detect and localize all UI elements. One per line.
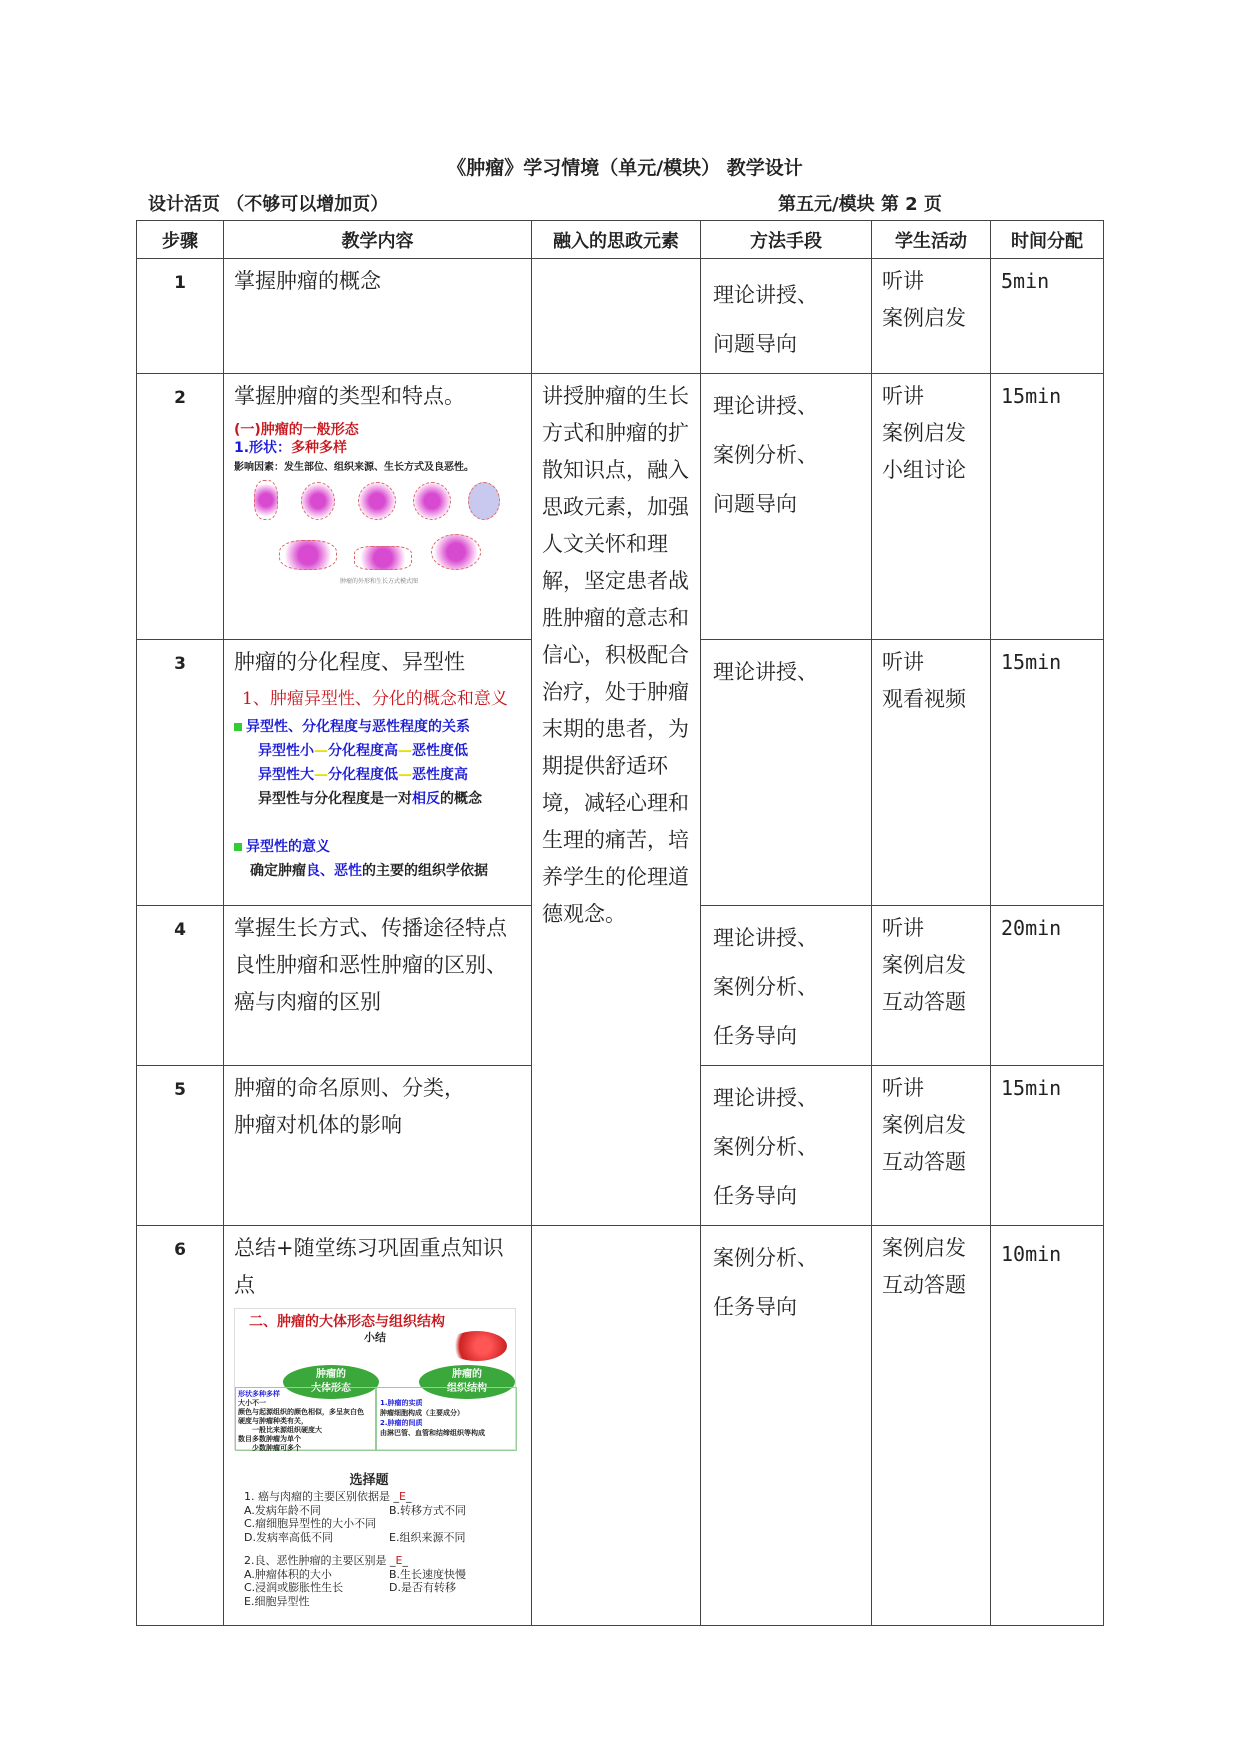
slide-subheading: 小结 (364, 1331, 386, 1345)
slide-text: 数目多数肿瘤为单个 (238, 1435, 301, 1443)
step: 4 (137, 906, 224, 1066)
activity: 听讲 (882, 1076, 924, 1100)
slide-heading: 1.形状： (234, 440, 292, 457)
activities (872, 374, 991, 640)
ideology: 讲授肿瘤的生长方式和肿瘤的扩散知识点，融入思政元素，加强人文关怀和理解，坚定患者战胜肿瘤的意志和信心，积极配合治疗，处于肿瘤末期的患者，为期提供舒适环境，减轻心理和生理的痛苦，培养学生的伦理道德观念。 (532, 374, 701, 1226)
slide-image-summary (234, 1308, 516, 1450)
method: 理论讲授、 (713, 1086, 818, 1110)
slide-text: 的主要的组织学依据 (362, 863, 488, 879)
ideology (532, 1226, 701, 1626)
table-row (137, 259, 1104, 374)
step: 1 (137, 259, 224, 374)
activity: 互动答题 (882, 1273, 966, 1297)
option: D.发病率高低不同 (244, 1530, 333, 1544)
activity: 互动答题 (882, 1150, 966, 1174)
slide-text: 颜色与起源组织的颜色相似，多呈灰白色 (238, 1408, 364, 1416)
slide-image-tumor-shapes (234, 421, 524, 631)
activity: 案例启发 (882, 953, 966, 977)
tumor-shape-diagrams (254, 480, 524, 520)
subtitle-left: 设计活页 （不够可以增加页） (148, 194, 389, 215)
diagram (413, 482, 451, 520)
content-text: 掌握肿瘤的类型和特点。 (234, 384, 465, 408)
slide-text: 影响因素：发生部位、组织来源、生长方式及良恶性。 (234, 462, 474, 474)
page-indicator: 第五元/模块 第 2 页 (778, 194, 942, 215)
content: 掌握肿瘤的概念 (224, 259, 532, 374)
method: 案例分析、 (713, 443, 818, 467)
option: B.生长速度快慢 (389, 1567, 467, 1581)
col-header: 教学内容 (224, 221, 532, 259)
time: 5min (991, 259, 1104, 374)
method: 理论讲授、 (713, 926, 818, 950)
content-text: 肿瘤的分化程度、异型性 (234, 650, 465, 674)
methods (701, 259, 872, 374)
content (224, 374, 532, 640)
step: 3 (137, 640, 224, 906)
slide-image-atypia: 1、肿瘤异型性、分化的概念和意义 异型性、分化程度与恶性程度的关系 异型性小—分化程度高—恶性度低 异型性大—分化程度低—恶性度高 异型性与分化程度是一对相反的概念 异型性的意义 确定肿瘤良、恶性的主要的组织学依据 (234, 683, 521, 883)
method: 任务导向 (713, 1184, 797, 1208)
table-row (137, 374, 1104, 640)
slide-text: 良、恶性 (306, 863, 362, 879)
diagram (279, 540, 337, 570)
activity: 小组讨论 (882, 458, 966, 482)
slide-text: 1.肿瘤的实质 (380, 1399, 423, 1407)
slide-heading: (一)肿瘤的一般形态 (234, 422, 359, 438)
diagram (354, 546, 412, 570)
time: 20min (991, 906, 1104, 1066)
methods (701, 1226, 872, 1626)
oval-label: 肿瘤的 组织结构 (419, 1365, 515, 1399)
slide-text: 的概念 (440, 791, 482, 807)
lesson-plan-table (136, 220, 1104, 1626)
option: A.肿瘤体积的大小 (244, 1567, 332, 1581)
activity: 案例启发 (882, 306, 966, 330)
activities (872, 906, 991, 1066)
slide-text: 肿瘤细胞构成（主要成分） (380, 1409, 464, 1417)
activity: 案例启发 (882, 421, 966, 445)
slide-text: 硬度与肿瘤种类有关， (238, 1417, 308, 1425)
content (224, 640, 532, 906)
option: D.是否有转移 (389, 1581, 456, 1594)
col-header: 学生活动 (872, 221, 991, 259)
method: 问题导向 (713, 492, 797, 516)
slide-bullet: 异型性的意义 (246, 839, 330, 855)
activity: 互动答题 (882, 990, 966, 1014)
document-title: 《肿瘤》学习情境（单元/模块） 教学设计 (447, 157, 803, 179)
method: 案例分析、 (713, 975, 818, 999)
method: 任务导向 (713, 1295, 797, 1319)
oval-label: 肿瘤的 大体形态 (283, 1365, 379, 1399)
method: 案例分析、 (713, 1135, 818, 1159)
question: 1. 癌与肉瘤的主要区别依据是 _ (244, 1490, 399, 1503)
slide-caption: 肿瘤的外形和生长方式模式图 (339, 578, 418, 586)
slide-text: 一般比来源组织硬度大 (252, 1426, 322, 1434)
content (224, 1226, 532, 1626)
option: E.组织来源不同 (389, 1530, 466, 1544)
method: 任务导向 (713, 1024, 797, 1048)
slide-heading: 二、肿瘤的大体形态与组织结构 (249, 1314, 445, 1330)
ideology (532, 259, 701, 374)
slide-text: 由淋巴管、血管和结缔组织等构成 (380, 1429, 485, 1437)
slide-text: 少数肿瘤可多个 (252, 1444, 301, 1452)
step: 6 (137, 1226, 224, 1626)
method: 理论讲授、 (713, 394, 818, 418)
activity: 听讲 (882, 384, 924, 408)
activities (872, 640, 991, 906)
slide-text: 2.肿瘤的间质 (380, 1419, 423, 1427)
activities (872, 1226, 991, 1626)
activity: 听讲 (882, 916, 924, 940)
diagram (431, 534, 481, 570)
col-header: 融入的思政元素 (532, 221, 701, 259)
answer: E (395, 1554, 403, 1567)
quiz-image: 选择题 1. 癌与肉瘤的主要区别依据是 _E_ A.发病年龄不同 B.转移方式不同 C.瘤细胞异型性的大小不同 D.发病率高低不同 E.组织来源不同 2.良、恶性肿瘤的主要区别是 _E_ A.肿瘤体积的大小 B.生长速度快慢 C.浸润或膨胀性生长 D.是否有转移 E.细胞异型性 (244, 1472, 494, 1608)
methods (701, 906, 872, 1066)
slide-text: 恶性度低 (412, 743, 468, 759)
activity: 案例启发 (882, 1113, 966, 1137)
slide-bullet: 异型性、分化程度与恶性程度的关系 (246, 719, 470, 735)
time: 15min (991, 1066, 1104, 1226)
diagram (254, 480, 278, 520)
col-header: 步骤 (137, 221, 224, 259)
slide-text: 大小不一 (238, 1399, 266, 1407)
diagram (468, 482, 500, 520)
method: 问题导向 (713, 332, 797, 356)
content: 掌握生长方式、传播途径特点良性肿瘤和恶性肿瘤的区别、癌与肉瘤的区别 (224, 906, 532, 1066)
method: 理论讲授、 (713, 283, 818, 307)
methods (701, 1066, 872, 1226)
step: 5 (137, 1066, 224, 1226)
methods (701, 640, 872, 906)
option: C.浸润或膨胀性生长 (244, 1581, 344, 1594)
quiz-title: 选择题 (349, 1473, 389, 1488)
option: E.细胞异型性 (244, 1594, 310, 1608)
methods (701, 374, 872, 640)
slide-text: 形状多种多样 (238, 1390, 280, 1398)
answer: E (399, 1490, 406, 1503)
slide-text: 确定肿瘤 (250, 863, 306, 879)
content-text: 总结+随堂练习巩固重点知识点 (234, 1236, 504, 1297)
pomegranate-image (447, 1331, 507, 1361)
option: C.瘤细胞异型性的大小不同 (244, 1517, 377, 1530)
slide-text: 恶性度高 (412, 767, 468, 783)
slide-heading: 多种多样 (291, 440, 348, 457)
activity: 观看视频 (882, 687, 966, 711)
tumor-shape-diagrams (279, 534, 524, 570)
activities (872, 259, 991, 374)
table-row (137, 1226, 1104, 1626)
activities (872, 1066, 991, 1226)
slide-text: 异型性小 (258, 743, 314, 759)
summary-left (235, 1387, 376, 1451)
option: A.发病年龄不同 (244, 1503, 321, 1517)
diagram (358, 482, 396, 520)
activity: 听讲 (882, 650, 924, 674)
col-header: 方法手段 (701, 221, 872, 259)
option: B.转移方式不同 (389, 1503, 467, 1517)
activity: 听讲 (882, 269, 924, 293)
method: 理论讲授、 (713, 660, 818, 684)
step: 2 (137, 374, 224, 640)
table-header (137, 221, 1104, 259)
method: 案例分析、 (713, 1246, 818, 1270)
slide-text: 相反 (412, 791, 440, 807)
slide-text: 分化程度低 (328, 767, 398, 783)
time: 15min (991, 374, 1104, 640)
diagram (301, 482, 335, 520)
content: 肿瘤的命名原则、分类， 肿瘤对机体的影响 (224, 1066, 532, 1226)
col-header: 时间分配 (991, 221, 1104, 259)
activity: 案例启发 (882, 1236, 966, 1260)
time: 15min (991, 640, 1104, 906)
question: 2.良、恶性肿瘤的主要区别是 _ (244, 1554, 396, 1567)
slide-text: 异型性大 (258, 767, 314, 783)
slide-text: 异型性与分化程度是一对 (258, 791, 412, 807)
summary-right (376, 1387, 517, 1451)
slide-text: 分化程度高 (328, 743, 398, 759)
time: 10min (991, 1226, 1104, 1626)
slide-heading: 1、肿瘤异型性、分化的概念和意义 (242, 689, 508, 709)
